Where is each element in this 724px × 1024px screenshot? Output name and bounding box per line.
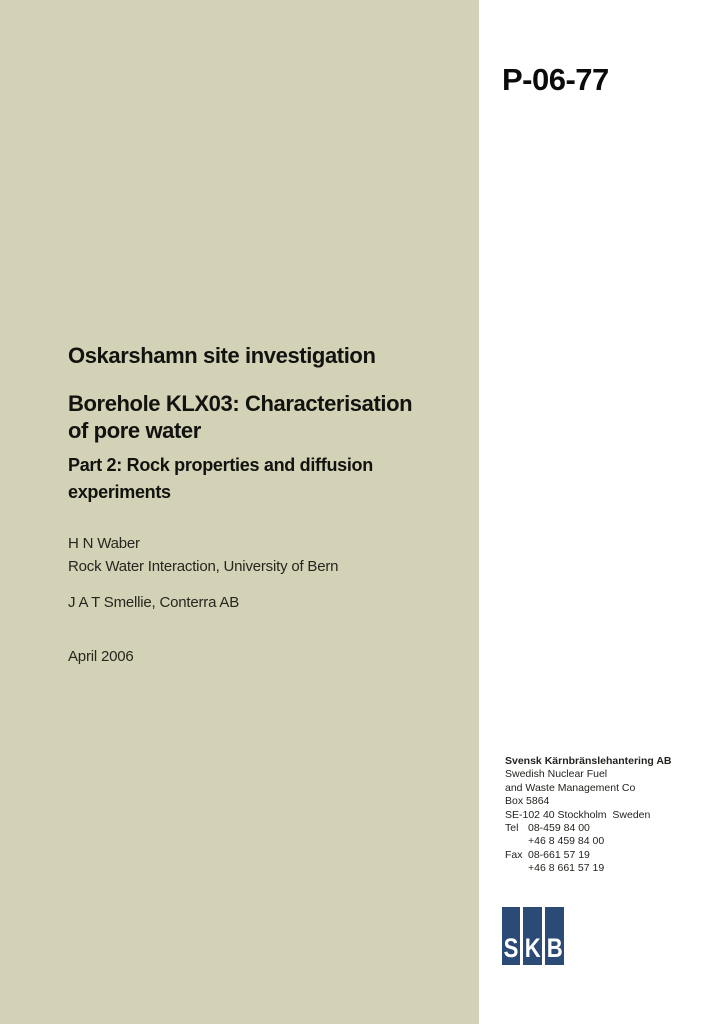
- publisher-address-line: Swedish Nuclear Fuel: [505, 768, 608, 781]
- publisher-block: [505, 755, 672, 876]
- contact-row-tel: [505, 822, 672, 835]
- author-block: [68, 532, 338, 614]
- publisher-address-line: and Waste Management Co: [505, 781, 636, 794]
- skb-logo-bar: [523, 907, 543, 965]
- contact-value: 08-459 84 00: [528, 822, 590, 835]
- contact-row-tel-intl: [505, 835, 672, 848]
- subtitle-line-1: Part 2: Rock properties and diffusion: [68, 455, 373, 475]
- author-affiliation: Rock Water Interaction, University of Bern: [68, 558, 339, 575]
- main-title-line-1: Borehole KLX03: Characterisation: [68, 391, 413, 416]
- contact-row-fax-intl: [505, 862, 672, 875]
- section-title: Oskarshamn site investigation: [68, 343, 376, 368]
- report-date: April 2006: [68, 648, 134, 665]
- main-title: [68, 390, 412, 444]
- contact-label: [505, 862, 528, 875]
- skb-logo-letter: B: [546, 933, 563, 963]
- contact-row-fax: [505, 849, 672, 862]
- skb-logo-bar: [502, 907, 520, 965]
- contact-label: Fax: [505, 848, 523, 861]
- contact-value: 08-661 57 19: [528, 848, 590, 861]
- contact-value: +46 8 459 84 00: [528, 835, 605, 848]
- report-number: P-06-77: [502, 62, 609, 97]
- author-name: H N Waber: [68, 535, 140, 552]
- publisher-name: Svensk Kärnbränslehantering AB: [505, 755, 672, 767]
- subtitle: [68, 452, 373, 506]
- skb-logo-bar: [545, 907, 565, 965]
- skb-logo-letter: S: [503, 933, 519, 963]
- author-second: J A T Smellie, Conterra AB: [68, 594, 239, 611]
- contact-label: Tel: [505, 822, 519, 835]
- skb-logo: [502, 907, 563, 965]
- contact-value: +46 8 661 57 19: [528, 862, 605, 875]
- main-title-line-2: of pore water: [68, 418, 201, 443]
- publisher-address-line: Box 5864: [505, 795, 550, 808]
- publisher-address-line: SE-102 40 Stockholm Sweden: [505, 808, 651, 821]
- subtitle-line-2: experiments: [68, 482, 171, 502]
- contact-label: [505, 835, 528, 848]
- skb-logo-letter: K: [524, 933, 541, 963]
